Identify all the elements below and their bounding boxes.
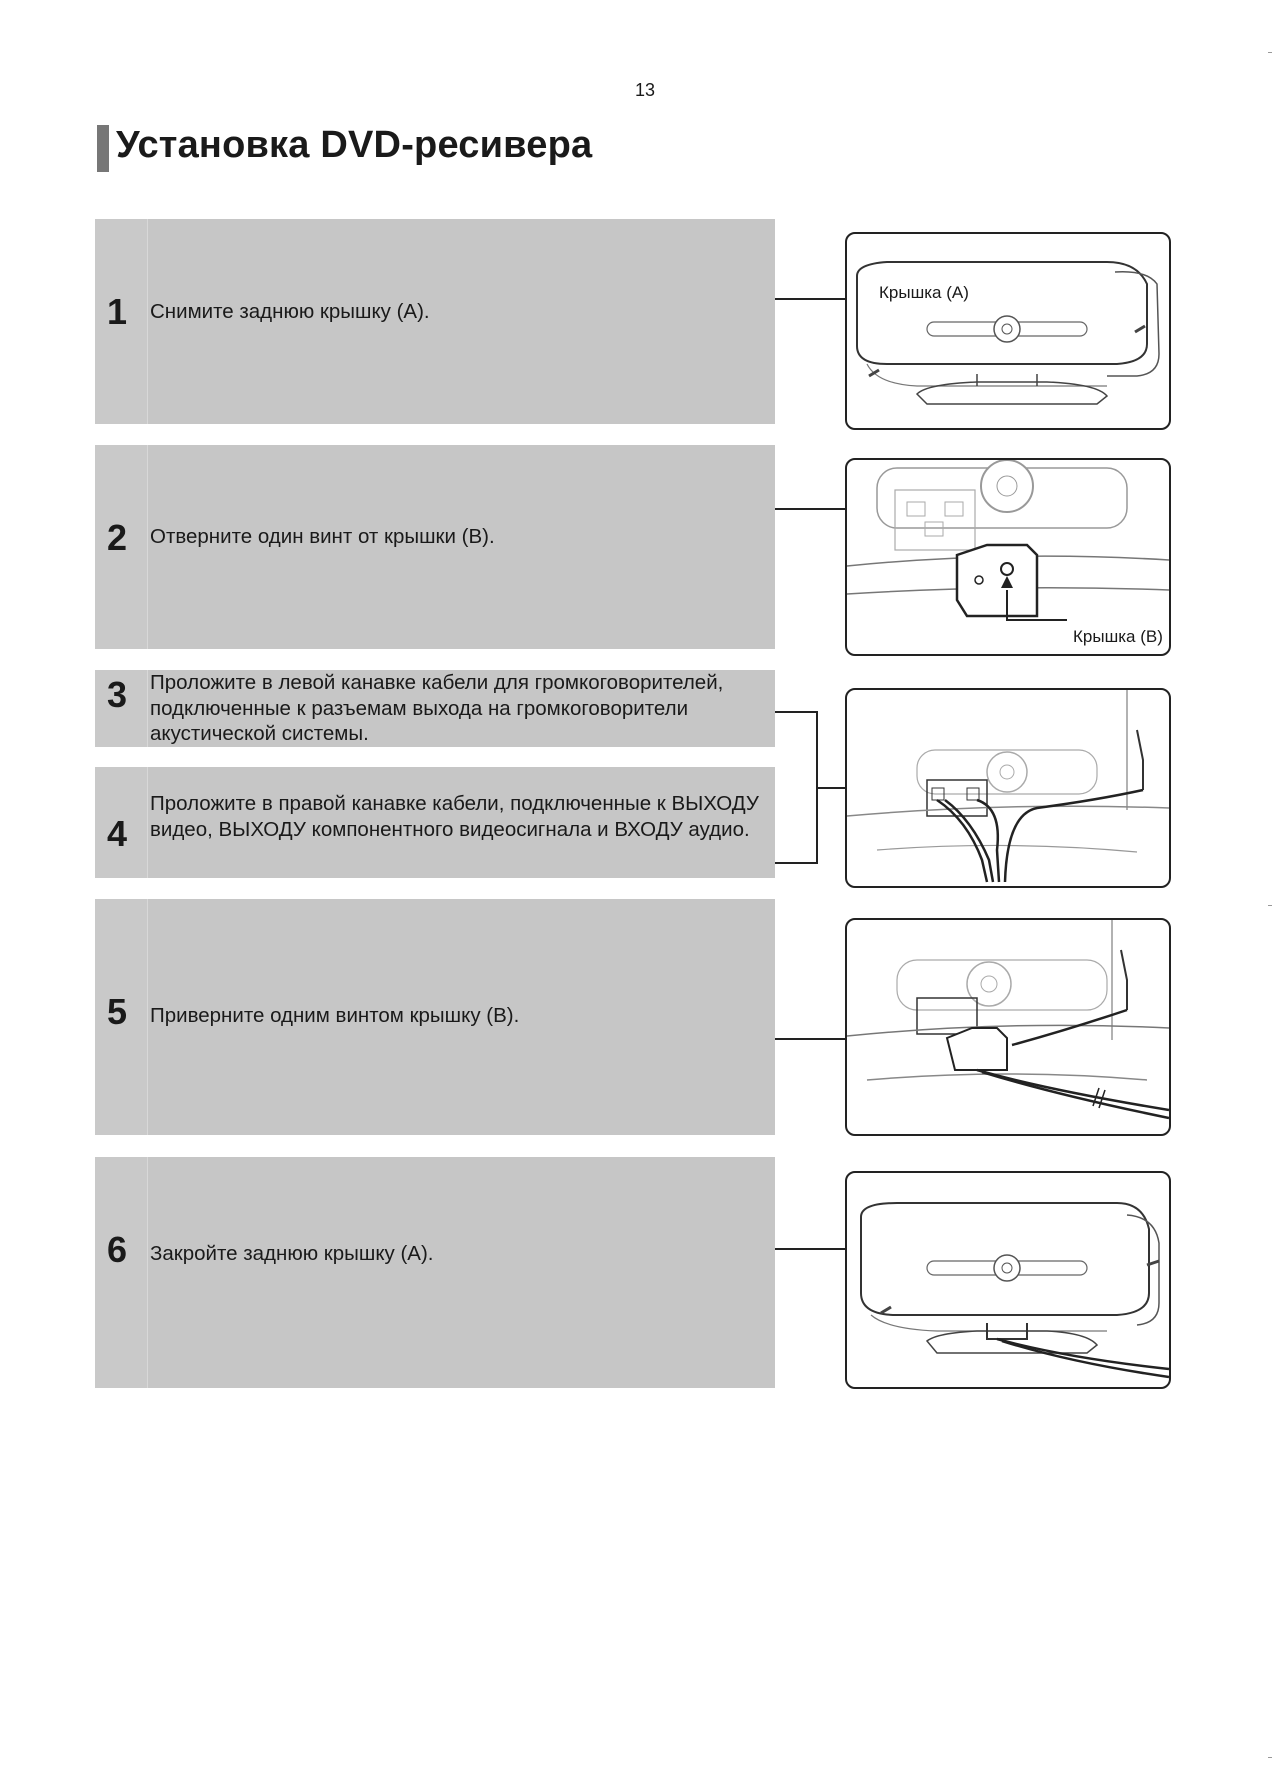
leader-line-3 [775,711,817,713]
illustration-remove-cover [845,232,1171,430]
step-3-box [95,670,775,747]
cover-b-screw-drawing [847,460,1169,654]
step-number: 5 [107,991,128,1032]
page-title: Установка DVD-ресивера [116,124,593,166]
step-text: Проложите в правой канавке кабели, подключенные к ВЫХОДУ видео, ВЫХОДУ компонентного видеосигнала и ВХОДУ аудио. [150,792,759,841]
cover-b-attached-drawing [847,920,1169,1134]
crop-mark [1268,905,1272,906]
leader-line-4 [775,862,817,864]
cover-b-label: Крышка (B) [1073,627,1163,646]
step-text: Закройте заднюю крышку (A). [150,1242,434,1265]
step-text: Отверните один винт от крышки (B). [150,525,495,548]
leader-line-2 [775,508,845,510]
step-number: 1 [107,291,128,332]
leader-line-6 [775,1248,845,1250]
illustration-route-cables [845,688,1171,888]
leader-line-1 [775,298,845,300]
page-number: 13 [634,80,656,100]
illustration-unscrew-cover-b [845,458,1171,656]
step-number: 6 [107,1229,128,1270]
step-2-box [95,445,775,649]
step-text: Приверните одним винтом крышку (B). [150,1004,520,1027]
receiver-closed-drawing [847,1173,1169,1387]
cable-routing-drawing [847,690,1169,886]
step-4-box [95,767,775,878]
bracket-connector [816,787,845,789]
step-gutter [95,1157,148,1388]
step-number: 2 [107,517,128,558]
illustration-screw-cover-b [845,918,1171,1136]
crop-mark [1268,52,1272,53]
title-accent-bar [97,125,109,172]
step-1-box [95,219,775,424]
cover-a-label: Крышка (A) [879,283,969,302]
receiver-with-cover-drawing [847,234,1169,428]
step-number: 3 [107,674,128,715]
illustration-close-cover [845,1171,1171,1389]
step-6-box [95,1157,775,1388]
leader-line-5 [775,1038,845,1040]
crop-mark [1268,1757,1272,1758]
step-5-box [95,899,775,1135]
step-text: Проложите в левой канавке кабели для громкоговорителей, подключенные к разъемам выхода на громкоговорители акустической системы. [150,671,724,745]
step-text: Снимите заднюю крышку (A). [150,300,430,323]
step-number: 4 [107,813,128,854]
